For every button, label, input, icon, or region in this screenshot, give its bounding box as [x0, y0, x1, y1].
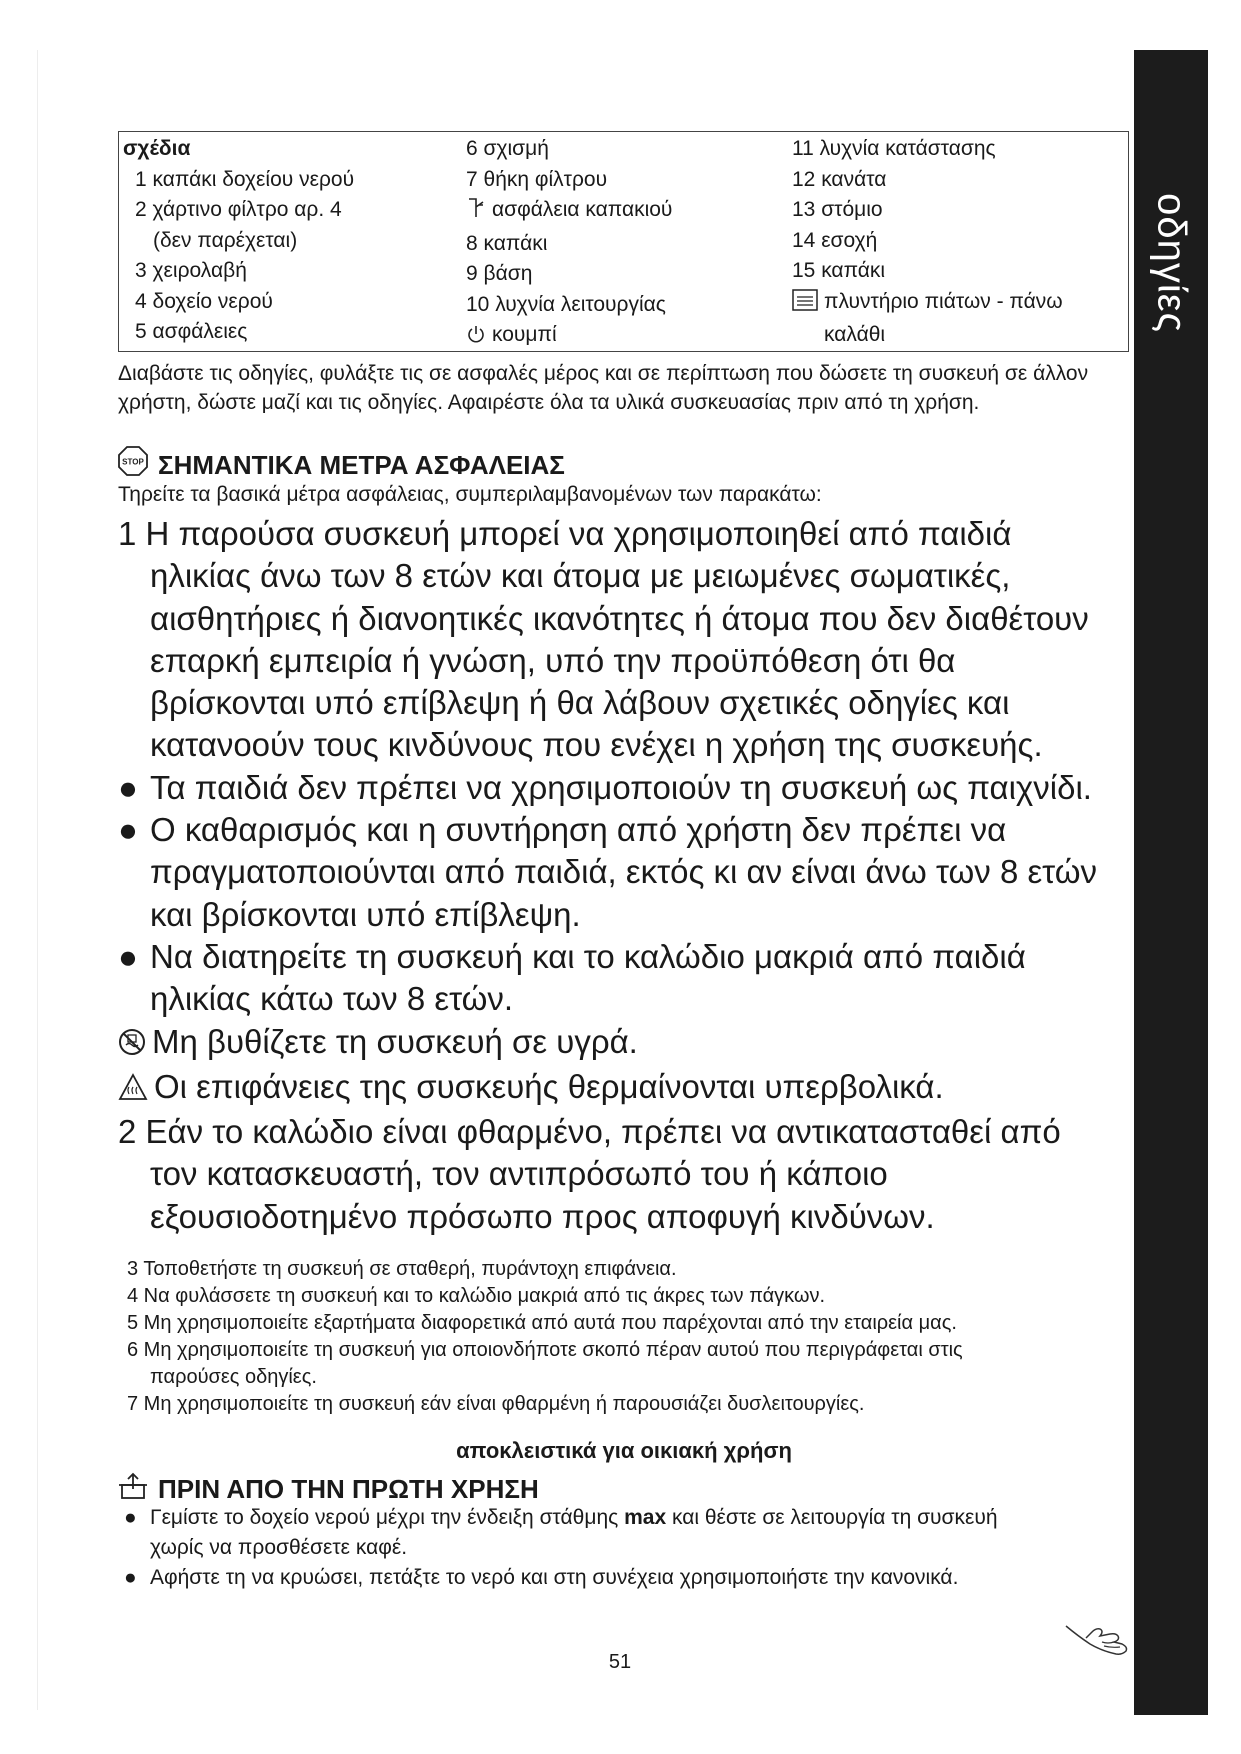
safety-item-6: 6 Μη χρησιμοποιείτε τη συσκευή για οποιονδήποτε σκοπό πέραν αυτού που περιγράφεται στις	[127, 1339, 963, 1361]
first-use-title: ΠΡΙΝ ΑΠΟ ΤΗΝ ΠΡΩΤΗ ΧΡΗΣΗ	[158, 1474, 539, 1504]
parts-item: 6 σχισμή	[466, 137, 549, 160]
intro-paragraph: Διαβάστε τις οδηγίες, φυλάξτε τις σε ασφαλές μέρος και σε περίπτωση που δώσετε τη συσκευή σε άλλον χρήστη, δώστε μαζί και τις οδηγίες. Αφαιρέστε όλα τα υλικά συσκευασίας πριν από τη χρήση.	[118, 362, 1089, 414]
svg-text:STOP: STOP	[122, 457, 144, 467]
side-tab	[1134, 50, 1208, 1715]
parts-item: 3 χειρολαβή	[135, 259, 247, 282]
safety-item-4: 4 Να φυλάσσετε τη συσκευή και το καλώδιο μακριά από τις άκρες των πάγκων.	[127, 1285, 826, 1307]
parts-item: 1 καπάκι δοχείου νερού	[135, 167, 355, 191]
hot-surface-line: Οι επιφάνειες της συσκευής θερμαίνονται υπερβολικά.	[118, 1066, 1097, 1111]
first-use-icon	[118, 1472, 148, 1507]
hot-surface-icon	[118, 1069, 148, 1111]
parts-item: καλάθι	[824, 323, 886, 346]
hand-pointer-icon	[1064, 1620, 1130, 1669]
safety-item-7: 7 Μη χρησιμοποιείτε τη συσκευή εάν είναι φθαρμένη ή παρουσιάζει δυσλειτουργίες.	[127, 1393, 865, 1415]
parts-item: 10 λυχνία λειτουργίας	[466, 292, 666, 316]
first-use-heading	[118, 1472, 539, 1507]
parts-item-lid-safety: ασφάλεια καπακιού	[466, 195, 672, 229]
parts-item: 4 δοχείο νερού	[135, 289, 273, 313]
parts-item: 12 κανάτα	[792, 167, 887, 191]
safety-subtitle: Τηρείτε τα βασικά μέτρα ασφάλειας, συμπεριλαμβανομένων των παρακάτω:	[118, 483, 822, 506]
dishwasher-icon	[792, 289, 818, 321]
parts-item: 7 θήκη φίλτρου	[466, 167, 608, 191]
parts-item: 15 καπάκι	[792, 259, 886, 282]
parts-legend-box	[118, 131, 1129, 352]
stop-icon	[118, 446, 148, 483]
bullet-keep-away: ● Να διατηρείτε τη συσκευή και το καλώδιο μακριά από παιδιά	[118, 937, 1026, 975]
power-icon	[466, 323, 486, 354]
parts-item: 8 καπάκι	[466, 231, 548, 255]
parts-title: σχέδια	[123, 137, 191, 160]
bullet-cleaning: ● Ο καθαρισμός και η συντήρηση από χρήστη δεν πρέπει να	[118, 811, 1007, 849]
safety-item-5: 5 Μη χρησιμοποιείτε εξαρτήματα διαφορετικά από αυτά που παρέχονται από την εταιρεία μας.	[127, 1312, 957, 1334]
first-use-bullet-1: ● Γεμίστε το δοχείο νερού μέχρι την ένδειξη στάθμης max και θέστε σε λειτουργία τη συσκευή	[124, 1506, 998, 1529]
safety-title: ΣΗΜΑΝΤΙΚΑ ΜΕΤΡΑ ΑΣΦΑΛΕΙΑΣ	[158, 450, 565, 480]
page-edge-line	[37, 50, 38, 1710]
lid-safety-icon	[466, 197, 486, 229]
safety-item-1: 1 Η παρούσα συσκευή μπορεί να χρησιμοποιηθεί από παιδιά ηλικίας άνω των 8 ετών και άτομα με μειωμένες σωματικές, αισθητήριες ή διανοητικές ικανότητες ή άτομα που δεν διαθέτουν επαρκή εμπειρία ή γνώση, υπό την προϋπόθεση ότι θα βρίσκονται υπό επίβλεψη ή θα λάβουν σχετικές οδηγίες και κατανοούν τους κινδύνους που ενέχει η χρήση της συσκευής. ● Τα παιδιά δεν πρέπει να χρησιμοποιούν τη συσκευή ως παιχνίδι. ● Ο καθαρισμός και η συντήρηση από χρήστη δεν πρέπει να πραγματοποιούνται από παιδιά, εκτός κι αν είναι άνω των 8 ετών και βρίσκονται υπό επίβλεψη. ● Να διατηρείτε τη συσκευή και το καλώδιο μακριά από παιδιά ηλικίας κάτω των 8 ετών. Μη βυθίζετε τη συσκευή σε υγρά. Οι επιφάνειες της συσκευής θερμαίνονται υπερβολικά. 2 Εάν το καλώδιο είναι φθαρμένο, πρέπει να αντικατασταθεί από τον κατασκευαστή, τον αντιπρόσωπό του ή κάποιο εξουσιοδοτημένο πρόσωπο προς αποφυγή κινδύνων.	[118, 515, 1098, 1235]
page-number: 51	[608, 1651, 632, 1673]
safety-heading	[118, 446, 565, 483]
bullet-children-play: ● Τα παιδιά δεν πρέπει να χρησιμοποιούν τη συσκευή ως παιχνίδι.	[118, 768, 1092, 806]
parts-item: 14 εσοχή	[792, 228, 878, 252]
safety-small-items: 3 Τοποθετήστε τη συσκευή σε σταθερή, πυράντοχη επιφάνεια. 4 Να φυλάσσετε τη συσκευή και το καλώδιο μακριά από τις άκρες των πάγκων. 5 Μη χρησιμοποιείτε εξαρτήματα διαφορετικά από αυτά που παρέχονται από την εταιρεία μας. 6 Μη χρησιμοποιείτε τη συσκευή για οποιονδήποτε σκοπό πέραν αυτού που περιγράφεται στις παρούσες οδηγίες. 7 Μη χρησιμοποιείτε τη συσκευή εάν είναι φθαρμένη ή παρουσιάζει δυσλειτουργίες.	[127, 1256, 963, 1418]
parts-item: 9 βάση	[466, 262, 533, 285]
parts-item-button: κουμπί	[466, 320, 672, 354]
no-immerse-line: Μη βυθίζετε τη συσκευή σε υγρά.	[118, 1021, 1097, 1066]
parts-item: 13 στόμιο	[792, 198, 883, 221]
parts-item: 2 χάρτινο φίλτρο αρ. 4	[135, 198, 342, 221]
first-use-bullet-2: ● Αφήστε τη να κρυώσει, πετάξτε το νερό και στη συνέχεια χρησιμοποιήστε την κανονικά.	[124, 1566, 959, 1589]
parts-item-dishwasher: πλυντήριο πιάτων - πάνω	[792, 287, 1063, 321]
parts-item: 5 ασφάλειες	[135, 320, 248, 343]
first-use-list: ● Γεμίστε το δοχείο νερού μέχρι την ένδειξη στάθμης max και θέστε σε λειτουργία τη συσκευή χωρίς να προσθέσετε καφέ. ● Αφήστε τη να κρυώσει, πετάξτε το νερό και στη συνέχεια χρησιμοποιήστε την κανονικά.	[124, 1503, 998, 1593]
parts-column-1	[123, 134, 354, 348]
side-tab-label: οδηγίες	[1149, 193, 1194, 333]
parts-column-2	[466, 134, 672, 354]
safety-item-3: 3 Τοποθετήστε τη συσκευή σε σταθερή, πυράντοχη επιφάνεια.	[127, 1258, 677, 1280]
parts-column-3	[792, 134, 1063, 351]
parts-item: 11 λυχνία κατάστασης	[792, 137, 996, 160]
parts-item: (δεν παρέχεται)	[153, 228, 298, 252]
household-use-note: αποκλειστικά για οικιακή χρήση	[456, 1438, 792, 1463]
no-immerse-icon	[118, 1024, 146, 1066]
